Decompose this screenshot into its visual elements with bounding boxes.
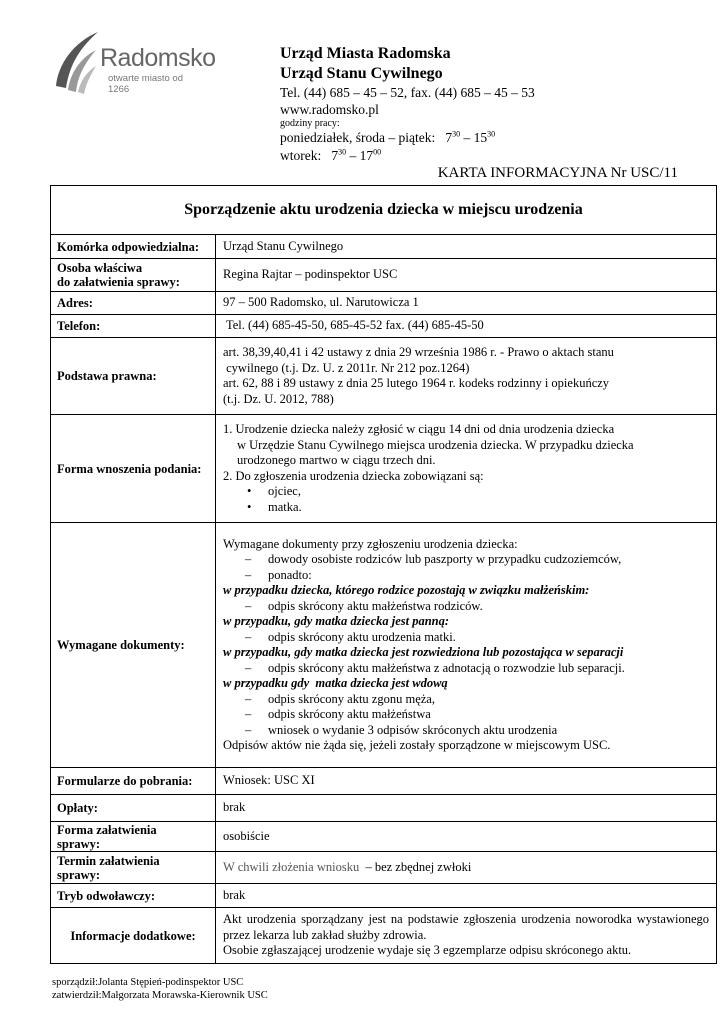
dash-mark: –	[245, 567, 252, 582]
table-title: Sporządzenie aktu urodzenia dziecka w miejscu urodzenia	[51, 186, 716, 235]
hours1-from-h: 7	[445, 130, 453, 145]
dash-mark: –	[245, 722, 252, 737]
row-podstawa	[51, 338, 716, 415]
footer-approved: zatwierdził:Małgorzata Morawska-Kierownik USC	[52, 990, 268, 1001]
list-item	[223, 661, 709, 677]
row-informacje	[51, 908, 716, 963]
hours1-to-m: 30	[487, 129, 496, 139]
hours2-to-m: 00	[373, 147, 382, 157]
value-formularze[interactable]: Wniosek: USC XI	[223, 773, 315, 788]
value-forma-zalatwienia: osobiście	[223, 828, 270, 843]
dok-d8: wniosek o wydanie 3 odpisów skróconych aktu urodzenia	[268, 722, 558, 737]
termin-rest: – bez zbędnej zwłoki	[359, 859, 472, 874]
dok-closing: Odpisów aktów nie żąda się, jeżeli zostały sporządzone w miejscowym USC.	[223, 738, 611, 752]
label-dokumenty: Wymagane dokumenty:	[51, 523, 216, 767]
row-adres	[51, 292, 716, 315]
label-fz-2: sprawy:	[57, 836, 101, 851]
row-dokumenty	[51, 523, 716, 768]
value-oplaty: brak	[223, 800, 246, 815]
label-osoba	[51, 259, 216, 291]
list-item	[223, 707, 709, 723]
dok-d5: odpis skrócony aktu małżeństwa z adnotacją o rozwodzie lub separacji.	[268, 660, 625, 675]
row-komorka	[51, 235, 716, 259]
dash-mark: –	[245, 598, 252, 613]
label-fz-1: Forma załatwienia	[57, 822, 157, 837]
list-item	[223, 568, 709, 584]
hours1-to-h: 15	[473, 130, 488, 145]
dok-heading-1: w przypadku dziecka, którego rodzice pozostają w związku małżeńskim:	[223, 583, 590, 597]
dok-d1: dowody osobiste rodziców lub paszporty w przypadku cudzoziemców,	[268, 552, 622, 566]
label-informacje: Informacje dodatkowe:	[51, 908, 216, 963]
hours2-to-h: 17	[359, 148, 374, 163]
dok-d3: odpis skrócony aktu małżeństwa rodziców.	[268, 598, 483, 613]
fw-p1-line-2: w Urzędzie Stanu Cywilnego miejsca urodzenia dziecka. W przypadku dziecka	[237, 437, 634, 452]
hours2-from-m: 30	[338, 147, 347, 157]
label-tryb: Tryb odwoławczy:	[51, 884, 216, 907]
value-osoba: Regina Rajtar – podinspektor USC	[223, 267, 398, 282]
hours-label: godziny pracy:	[280, 118, 340, 129]
value-tryb: brak	[223, 887, 246, 902]
dok-heading-4: w przypadku gdy matka dziecka jest wdową	[223, 676, 448, 690]
dok-heading-3: w przypadku, gdy matka dziecka jest rozwiedziona lub pozostająca w separacji	[223, 645, 624, 659]
fw-p1-line-3: urodzonego martwo w ciągu trzech dni.	[237, 453, 436, 467]
label-podstawa: Podstawa prawna:	[51, 338, 216, 414]
label-forma-zalatwienia	[51, 822, 216, 851]
header-phone: Tel. (44) 685 – 45 – 52, fax. (44) 685 – 45 – 53	[280, 85, 535, 100]
label-telefon: Telefon:	[51, 315, 216, 337]
list-item	[223, 599, 709, 615]
logo-tagline: otwarte miasto od 1266	[108, 73, 183, 95]
dash-mark: –	[245, 707, 252, 721]
label-komorka: Komórka odpowiedzialna:	[51, 235, 216, 258]
org-name	[280, 44, 451, 84]
value-adres: 97 – 500 Radomsko, ul. Narutowicza 1	[223, 295, 419, 310]
podstawa-line-2: cywilnego (t.j. Dz. U. z 2011r. Nr 212 poz.1264)	[223, 360, 470, 375]
hours1-days: poniedziałek, środa – piątek:	[280, 130, 436, 145]
label-osoba-2: do załatwienia sprawy:	[57, 275, 180, 289]
dash-mark: –	[245, 629, 252, 644]
value-termin	[216, 852, 716, 883]
dash-mark: –	[245, 691, 252, 706]
org-line-1: Urząd Miasta Radomska	[280, 45, 451, 62]
hours2-from-h: 7	[331, 148, 339, 163]
row-telefon	[51, 315, 716, 338]
hours2-days: wtorek:	[280, 148, 322, 163]
row-formularze	[51, 768, 716, 795]
hours-weekdays: poniedziałek, środa – piątek: $7^{30} - 15^{30}$	[280, 129, 496, 145]
hours-tuesday: wtorek: $7^{30} - 17^{00}$	[280, 147, 382, 163]
list-item	[223, 692, 709, 708]
info-table	[50, 185, 717, 964]
hours1-from-m: 30	[452, 129, 461, 139]
value-telefon: Tel. (44) 685-45-50, 685-45-52 fax. (44) 685-45-50	[226, 318, 484, 333]
list-item	[223, 484, 709, 500]
list-item	[223, 552, 709, 568]
label-formularze: Formularze do pobrania:	[51, 768, 216, 794]
card-number: KARTA INFORMACYJNA Nr USC/11	[437, 165, 678, 181]
footer-prepared: sporządził:Jolanta Stępień-podinspektor USC	[52, 977, 244, 988]
list-item	[223, 723, 709, 739]
dash-mark: –	[245, 552, 252, 566]
label-osoba-1: Osoba właściwa	[57, 261, 143, 275]
fw-p2: 2. Do zgłoszenia urodzenia dziecka zobowiązani są:	[223, 468, 484, 483]
bullet-matka: matka.	[268, 499, 302, 514]
dok-intro: Wymagane dokumenty przy zgłoszeniu urodzenia dziecka:	[223, 536, 518, 551]
dash-mark: –	[245, 660, 252, 675]
dok-d2: ponadto:	[268, 567, 312, 582]
value-forma-wnoszenia	[216, 415, 716, 522]
dok-d6: odpis skrócony aktu zgonu męża,	[268, 691, 435, 706]
row-forma-wnoszenia	[51, 415, 716, 523]
row-tryb	[51, 884, 716, 908]
bullet-ojciec: ojciec,	[268, 484, 301, 498]
label-forma-wnoszenia: Forma wnoszenia podania:	[51, 415, 216, 522]
informacje-line-2: Osobie zgłaszającej urodzenie wydaje się 3 egzemplarze odpisu skróconego aktu.	[223, 943, 632, 958]
list-item	[223, 630, 709, 646]
row-forma-zalatwienia	[51, 822, 716, 852]
bullet-mark: •	[247, 499, 252, 514]
podstawa-line-3: art. 62, 88 i 89 ustawy z dnia 25 lutego 1964 r. kodeks rodzinny i opiekuńczy	[223, 376, 610, 390]
logo-name: Radomsko	[100, 44, 216, 72]
value-podstawa	[216, 338, 716, 414]
value-komorka: Urząd Stanu Cywilnego	[223, 238, 344, 253]
row-oplaty	[51, 795, 716, 822]
informacje-line-1: Akt urodzenia sporządzany jest na podstawie zgłoszenia urodzenia noworodka wystawionego przez lekarza lub zakład służby zdrowia.	[223, 912, 709, 942]
podstawa-line-1: art. 38,39,40,41 i 42 ustawy z dnia 29 września 1986 r. - Prawo o aktach stanu	[223, 345, 614, 359]
list-item	[223, 500, 709, 516]
row-termin	[51, 852, 716, 884]
label-oplaty: Opłaty:	[51, 795, 216, 821]
org-line-2: Urząd Stanu Cywilnego	[280, 65, 443, 82]
termin-grey: W chwili złożenia wniosku	[223, 859, 360, 874]
label-termin	[51, 852, 216, 883]
value-dokumenty	[216, 523, 716, 767]
value-informacje	[216, 908, 716, 963]
dok-d4: odpis skrócony aktu urodzenia matki.	[268, 629, 456, 644]
label-adres: Adres:	[51, 292, 216, 314]
dok-d7: odpis skrócony aktu małżeństwa	[268, 707, 431, 721]
city-logo	[52, 28, 216, 98]
bullet-mark: •	[247, 484, 252, 498]
fw-p1-line-1: 1. Urodzenie dziecka należy zgłosić w ciągu 14 dni od dnia urodzenia dziecka	[223, 422, 615, 436]
header-website: www.radomsko.pl	[280, 102, 379, 117]
dok-heading-2: w przypadku, gdy matka dziecka jest panną:	[223, 614, 450, 628]
row-osoba	[51, 259, 716, 292]
label-termin-1: Termin załatwienia	[57, 853, 160, 868]
label-termin-2: sprawy:	[57, 867, 101, 882]
podstawa-line-4: (t.j. Dz. U. 2012, 788)	[223, 391, 334, 406]
